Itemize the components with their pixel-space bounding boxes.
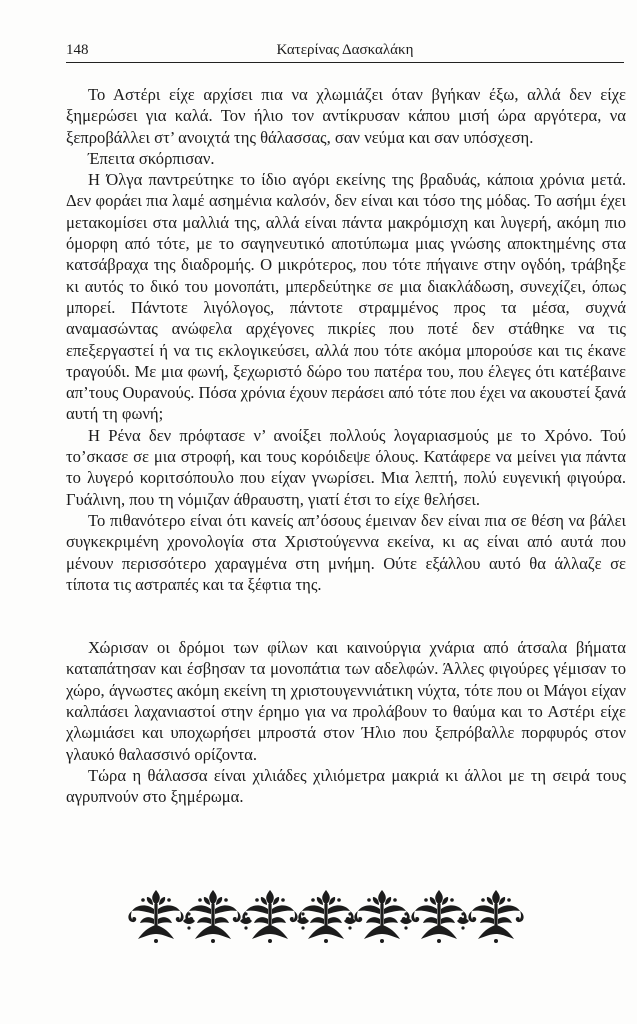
paragraph: Έπειτα σκόρπισαν. xyxy=(88,148,215,168)
paragraph: Χώρισαν οι δρόμοι των φίλων και καινούργια χνάρια από άτσαλα βήματα καταπάτησαν και έσβησαν τα μονοπάτια των αδελφών. Άλλες φιγούρες γέμισαν το χώρο, άγνωστες ακόμη εκείνη τη χριστουγεννιάτικη νύχτα, τότε που οι Μάγοι είχαν καλπάσει λαχανιαστοί στην έρημο για να προλάβουν το θαύμα και το Αστέρι είχε χλωμιάσει και υποχωρήσει μπροστά στον Ήλιο που ξεπρόβαλλε πορφυρός στον γλαυκό θαλασσινό ορίζοντα. xyxy=(66,638,626,764)
paragraph: Τώρα η θάλασσα είναι χιλιάδες χιλιόμετρα μακριά κι άλλοι με τη σειρά τους αγρυπνούν στο ξημέρωμα. xyxy=(66,765,626,807)
running-head: Κατερίνας Δασκαλάκη xyxy=(276,42,414,58)
paragraph: Η Όλγα παντρεύτηκε το ίδιο αγόρι εκείνης της βραδυάς, κάποια χρόνια μετά. Δεν φοράει πια λαμέ ασημένια καλσόν, δεν είναι και τόσο της μόδας. Το ασήμι έχει μετακομίσει στα μαλλιά της, αλλά είναι πάντα μακρόμισχη και λυγερή, ακόμη πιο όμορφη από τότε, με το σαγηνευτικό αποτύπωμα μιας γνώσης αποκτημένης στα κατσάβραχα της διαδρομής. Ο μικρότερος, που τότε πήγαινε στην ογδόη, τράβηξε κι αυτός το δικό του μονοπάτι, μπερδεύτηκε σε μια διακλάδωση, συνεχίζει, όπως μπορεί. Πάντοτε λιγόλογος, πάντοτε στραμμένος προς τα μέσα, συχνά αναμασώντας ανώφελα αρχέγονες πικρίες που ποτέ δεν στάθηκε να τις επεξεργαστεί ή να τις εκλογικεύσει, αλλά που τότε ακόμα μπορούσε και τις έκανε τραγούδι. Με μια φωνή, ξεχωριστό δώρο του πατέρα του, που έλεγες ότι κατέβαινε απ’τους Ουρανούς. Πόσα χρόνια έχουν περάσει από τότε που έχει να ακουστεί ξανά αυτή τη φωνή; xyxy=(66,170,626,424)
paragraph: Το πιθανότερο είναι ότι κανείς απ’όσους έμειναν δεν είναι πια σε θέση να βάλει συγκεκριμένη χρονολογία στα Χριστούγεννα εκείνα, κι ας είναι από αυτά που μένουν περισσότερο χαραγμένα στη μνήμη. Ούτε εξάλλου αυτό θα άλλαζε σε τίποτα τις αστραπές και τα ξέφτια της. xyxy=(66,510,626,594)
paragraph: Η Ρένα δεν πρόφτασε ν’ ανοίξει πολλούς λογαριασμούς με το Χρόνο. Τού το’σκασε σε μια στροφή, και τους κορόιδεψε όλους. Κατάφερε να μείνει για πάντα το λυγερό κοριτσόπουλο που είχαν γνωρίσει. Μια λεπτή, πολύ ευγενική φιγούρα. Γυάλινη, που τη νόμιζαν άθραυστη, γιατί έτσι το είχε θελήσει. xyxy=(66,425,626,509)
paragraph: Το Αστέρι είχε αρχίσει πια να χλωμιάζει όταν βγήκαν έξω, αλλά δεν είχε ξημερώσει για καλά. Τον ήλιο τον αντίκρυσαν κάπου μισή ώρα αργότερα, να ξεπροβάλλει στ’ ανοιχτά της θάλασσας, σαν νεύμα και σαν υπόσχεση. xyxy=(66,85,626,147)
page-number: 148 xyxy=(66,42,89,58)
body-text xyxy=(66,84,626,808)
page-header xyxy=(66,40,624,63)
fleuron-ornament-icon xyxy=(128,888,524,946)
